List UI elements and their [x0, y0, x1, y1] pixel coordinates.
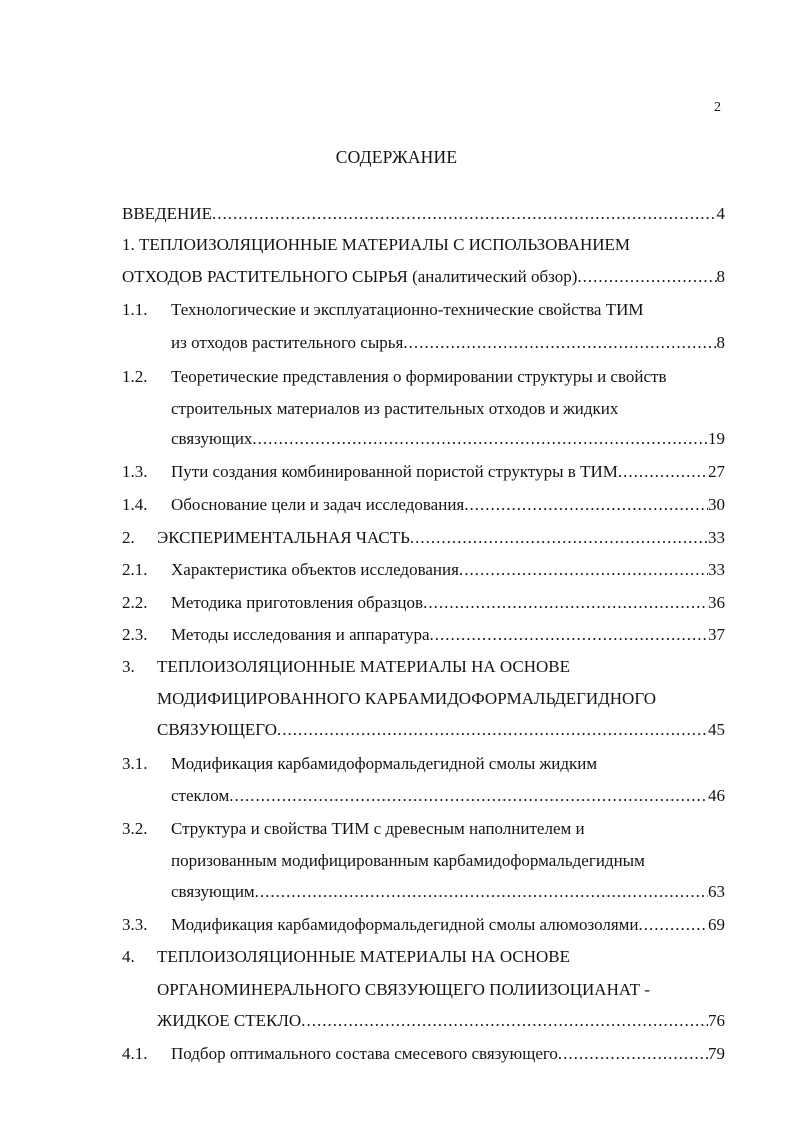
toc-entry-page: 4 [716, 204, 725, 223]
toc-entry-s3-2-line3: связующим ..... 63 [171, 880, 725, 904]
toc-entry-number: 1.2. [122, 367, 148, 386]
page-number: 2 [714, 100, 721, 115]
toc-entry-page: 33 [708, 560, 725, 579]
toc-entry-number: 1.4. [122, 495, 148, 514]
toc-entry-page: 79 [708, 1044, 725, 1063]
toc-entry-number: 4.1. [122, 1044, 148, 1063]
toc-entry-page: 8 [716, 333, 725, 352]
toc-entry-intro [122, 202, 725, 226]
toc-entry-page: 33 [708, 528, 725, 547]
toc-entry-page: 46 [708, 786, 725, 805]
toc-entry-ch3-line3: СВЯЗУЮЩЕГО ..... 45 [157, 718, 725, 742]
toc-entry-number: 4. [122, 947, 135, 966]
toc-entry-number: 3. [122, 657, 135, 676]
toc-entry-page: 8 [716, 267, 725, 286]
toc-entry-number: 3.1. [122, 754, 148, 773]
toc-entry-s2-2: Методика приготовления образцов ..... 36 [171, 591, 725, 615]
toc-entry-s1-4: Обоснование цели и задач исследования ..... 30 [171, 493, 725, 517]
toc-entry-s3-1-line2: стеклом ..... 46 [171, 784, 725, 808]
toc-entry-number: 1.1. [122, 300, 148, 319]
toc-entry-page: 19 [708, 429, 725, 448]
toc-entry-number: 3.2. [122, 819, 148, 838]
toc-entry-s1-1-line2: из отходов растительного сырья ..... 8 [171, 331, 725, 355]
toc-entry-s2-1: Характеристика объектов исследования ..... 33 [171, 558, 725, 582]
toc-entry-page: 63 [708, 882, 725, 901]
toc-entry-ch3-line1: ТЕПЛОИЗОЛЯЦИОННЫЕ МАТЕРИАЛЫ НА ОСНОВЕ [157, 657, 570, 676]
toc-entry-number: 2.3. [122, 625, 148, 644]
toc-entry-page: 27 [708, 462, 725, 481]
toc-entry-page: 69 [708, 915, 725, 934]
toc-entry-s1-1-line1: Технологические и эксплуатационно-технические свойства ТИМ [171, 300, 644, 319]
toc-entry-s1-2-line3: связующих ..... 19 [171, 427, 725, 451]
toc-entry-ch4-line1: ТЕПЛОИЗОЛЯЦИОННЫЕ МАТЕРИАЛЫ НА ОСНОВЕ [157, 947, 570, 966]
toc-entry-s3-3: Модификация карбамидоформальдегидной смолы алюмозолями ..... 69 [171, 913, 725, 937]
toc-entry-s1-2-line1: Теоретические представления о формировании структуры и свойств [171, 367, 667, 386]
toc-entry-number: 2. [122, 528, 135, 547]
toc-entry-page: 37 [708, 625, 725, 644]
toc-entry-s4-1: Подбор оптимального состава смесевого связующего ..... 79 [171, 1042, 725, 1066]
toc-entry-number: 2.2. [122, 593, 148, 612]
toc-entry-text: ВВЕДЕНИЕ [122, 204, 212, 223]
toc-entry-ch1-line1: 1. ТЕПЛОИЗОЛЯЦИОННЫЕ МАТЕРИАЛЫ С ИСПОЛЬЗОВАНИЕМ [122, 235, 631, 254]
toc-entry-page: 30 [708, 495, 725, 514]
toc-entry-ch4-line3: ЖИДКОЕ СТЕКЛО ..... 76 [157, 1009, 725, 1033]
toc-entry-page: 76 [708, 1011, 725, 1030]
toc-entry-ch2: ЭКСПЕРИМЕНТАЛЬНАЯ ЧАСТЬ ..... 33 [157, 526, 725, 550]
page-title: СОДЕРЖАНИЕ [335, 147, 458, 167]
toc-entry-s3-1-line1: Модификация карбамидоформальдегидной смолы жидким [171, 754, 598, 773]
toc-entry-s3-2-line1: Структура и свойства ТИМ с древесным наполнителем и [171, 819, 585, 838]
toc-entry-number: 3.3. [122, 915, 148, 934]
toc-entry-s1-2-line2: строительных материалов из растительных отходов и жидких [171, 399, 619, 418]
toc-entry-ch1-line2: ОТХОДОВ РАСТИТЕЛЬНОГО СЫРЬЯ (аналитический обзор) ..... 8 [122, 265, 725, 289]
toc-entry-page: 45 [708, 720, 725, 739]
toc-entry-page: 36 [708, 593, 725, 612]
toc-entry-ch3-line2: МОДИФИЦИРОВАННОГО КАРБАМИДОФОРМАЛЬДЕГИДНОГО [157, 689, 657, 708]
toc-entry-number: 1.3. [122, 462, 148, 481]
toc-entry-s2-3: Методы исследования и аппаратура ..... 37 [171, 623, 725, 647]
toc-entry-ch4-line2: ОРГАНОМИНЕРАЛЬНОГО СВЯЗУЮЩЕГО ПОЛИИЗОЦИАНАТ - [157, 980, 650, 999]
toc-entry-s1-3: Пути создания комбинированной пористой структуры в ТИМ ..... 27 [171, 460, 725, 484]
toc-entry-s3-2-line2: поризованным модифицированным карбамидоформальдегидным [171, 851, 645, 870]
toc-entry-number: 2.1. [122, 560, 148, 579]
